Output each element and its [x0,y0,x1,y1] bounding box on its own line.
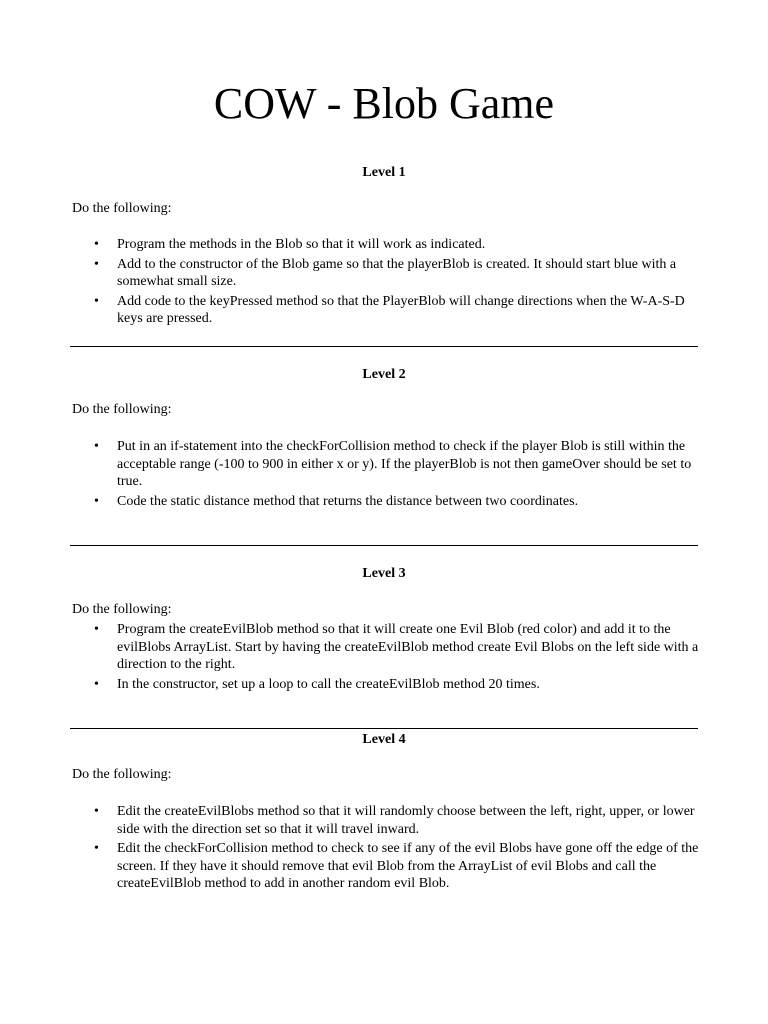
list-item [72,256,702,291]
level-2-intro: Do the following: [72,402,172,417]
bullet-icon: • [94,293,99,309]
level-2-task-list [72,438,702,512]
list-item-text: Edit the createEvilBlobs method so that it will randomly choose between the left, right, upper, or lower side with the direction set so that it will travel inward. [117,804,695,837]
level-3-heading: Level 3 [362,566,406,581]
bullet-icon: • [94,676,99,692]
section-divider [70,545,698,546]
list-item [72,438,702,491]
list-item-text: In the constructor, set up a loop to call the createEvilBlob method 20 times. [117,676,540,692]
list-item-text: Add code to the keyPressed method so that the PlayerBlob will change directions when the W-A-S-D keys are pressed. [117,293,685,326]
section-divider [70,728,698,729]
level-4-intro: Do the following: [72,767,172,782]
level-4-heading: Level 4 [362,732,406,747]
list-item [72,621,702,674]
list-item [72,840,702,893]
list-item [72,293,702,328]
list-item-text: Add to the constructor of the Blob game so that the playerBlob is created. It should start blue with a somewhat small size. [117,256,677,289]
level-1-task-list [72,236,702,330]
list-item-text: Program the methods in the Blob so that it will work as indicated. [117,237,486,252]
list-item [72,803,702,838]
bullet-icon: • [94,237,99,252]
list-item-text: Program the createEvilBlob method so that it will create one Evil Blob (red color) and add it to the evilBlobs ArrayList. Start by having the createEvilBlob method create Evil Blobs on the left side with a direction to the right. [117,622,699,672]
section-divider [70,346,698,347]
bullet-icon: • [94,841,99,856]
list-item [72,236,702,254]
level-1-intro: Do the following: [72,201,172,216]
level-3-task-list [72,621,702,695]
level-3-intro: Do the following: [72,602,172,617]
bullet-icon: • [94,804,99,819]
bullet-icon: • [94,439,99,454]
list-item-text: Code the static distance method that returns the distance between two coordinates. [117,493,579,509]
list-item [72,676,702,694]
bullet-icon: • [94,256,99,272]
level-2-heading: Level 2 [362,367,406,382]
level-1-heading: Level 1 [362,165,406,180]
page-title: COW - Blob Game [213,79,555,128]
level-4-task-list [72,803,702,895]
list-item-text: Put in an if-statement into the checkForCollision method to check if the player Blob is still within the acceptable range (-100 to 900 in either x or y). If the playerBlob is not then gameOver should be set to true. [117,439,692,489]
bullet-icon: • [94,622,99,637]
list-item [72,493,702,511]
bullet-icon: • [94,493,99,509]
list-item-text: Edit the checkForCollision method to check to see if any of the evil Blobs have gone off the edge of the screen. If they have it should remove that evil Blob from the ArrayList of evil Blobs and call the createEvilBlob method to add in another random evil Blob. [117,841,699,891]
